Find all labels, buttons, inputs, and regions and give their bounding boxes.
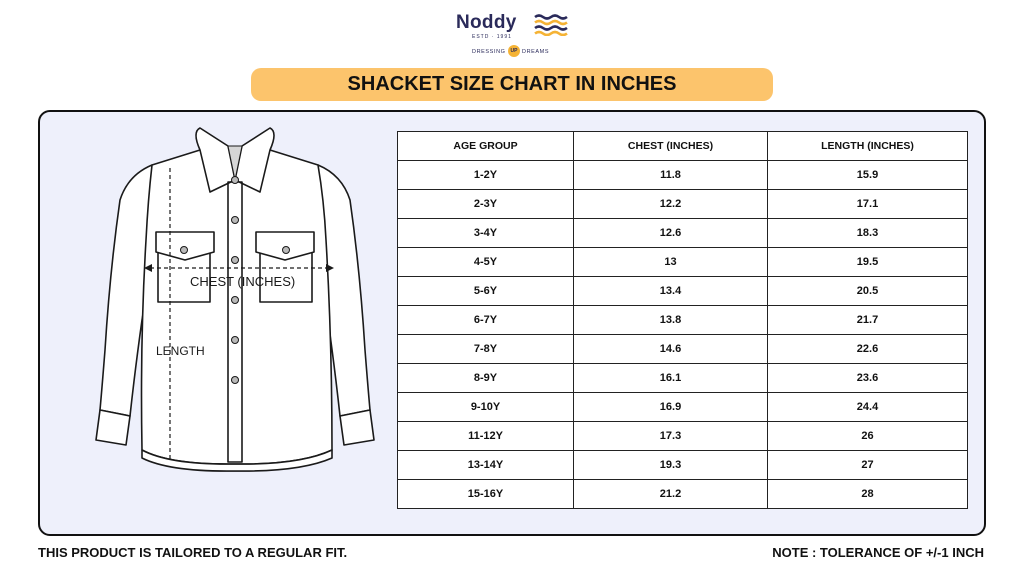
chest-cell: 17.3: [574, 422, 768, 451]
size-table: [397, 131, 968, 509]
age-group-cell: 2-3Y: [398, 190, 574, 219]
chest-cell: 12.2: [574, 190, 768, 219]
age-group-cell: 1-2Y: [398, 161, 574, 190]
age-group-cell: 7-8Y: [398, 335, 574, 364]
brand-tagline-right: DREAMS: [522, 49, 550, 55]
brand-name: Noddy: [456, 12, 517, 33]
chest-cell: 14.6: [574, 335, 768, 364]
chest-cell: 16.9: [574, 393, 768, 422]
table-row: [398, 451, 968, 480]
waves-icon: [534, 14, 568, 36]
header-chest: CHEST (INCHES): [574, 132, 768, 161]
age-group-cell: 3-4Y: [398, 219, 574, 248]
table-row: [398, 335, 968, 364]
chest-cell: 19.3: [574, 451, 768, 480]
age-group-cell: 13-14Y: [398, 451, 574, 480]
header-length: LENGTH (INCHES): [768, 132, 968, 161]
chest-cell: 16.1: [574, 364, 768, 393]
length-cell: 27: [768, 451, 968, 480]
shacket-diagram: [60, 120, 420, 485]
chest-label: CHEST (INCHES): [190, 274, 296, 289]
header-age-group: AGE GROUP: [398, 132, 574, 161]
fit-note: THIS PRODUCT IS TAILORED TO A REGULAR FIT.: [38, 545, 348, 560]
table-row: [398, 306, 968, 335]
table-row: [398, 277, 968, 306]
table-row: [398, 190, 968, 219]
table-row: [398, 393, 968, 422]
length-cell: 23.6: [768, 364, 968, 393]
brand-established: ESTD · 1991: [472, 34, 512, 40]
length-cell: 17.1: [768, 190, 968, 219]
age-group-cell: 15-16Y: [398, 480, 574, 509]
age-group-cell: 6-7Y: [398, 306, 574, 335]
chest-cell: 12.6: [574, 219, 768, 248]
length-cell: 26: [768, 422, 968, 451]
table-row: [398, 219, 968, 248]
age-group-cell: 5-6Y: [398, 277, 574, 306]
table-header-row: [398, 132, 968, 161]
length-cell: 28: [768, 480, 968, 509]
table-row: [398, 248, 968, 277]
table-row: [398, 161, 968, 190]
age-group-cell: 11-12Y: [398, 422, 574, 451]
page-title: SHACKET SIZE CHART IN INCHES: [251, 68, 773, 101]
length-cell: 20.5: [768, 277, 968, 306]
length-cell: 18.3: [768, 219, 968, 248]
length-label: LENGTH: [156, 344, 205, 358]
table-row: [398, 364, 968, 393]
length-cell: 19.5: [768, 248, 968, 277]
tolerance-note: NOTE : TOLERANCE OF +/-1 INCH: [772, 545, 984, 560]
brand-tagline-badge: UP: [508, 45, 520, 57]
chest-cell: 13.8: [574, 306, 768, 335]
length-cell: 24.4: [768, 393, 968, 422]
length-cell: 22.6: [768, 335, 968, 364]
brand-logo: [450, 8, 575, 60]
age-group-cell: 8-9Y: [398, 364, 574, 393]
chest-cell: 21.2: [574, 480, 768, 509]
table-row: [398, 480, 968, 509]
chest-cell: 13.4: [574, 277, 768, 306]
chest-cell: 11.8: [574, 161, 768, 190]
brand-tagline-left: DRESSING: [472, 49, 506, 55]
age-group-cell: 9-10Y: [398, 393, 574, 422]
length-cell: 15.9: [768, 161, 968, 190]
age-group-cell: 4-5Y: [398, 248, 574, 277]
length-cell: 21.7: [768, 306, 968, 335]
chest-cell: 13: [574, 248, 768, 277]
table-row: [398, 422, 968, 451]
